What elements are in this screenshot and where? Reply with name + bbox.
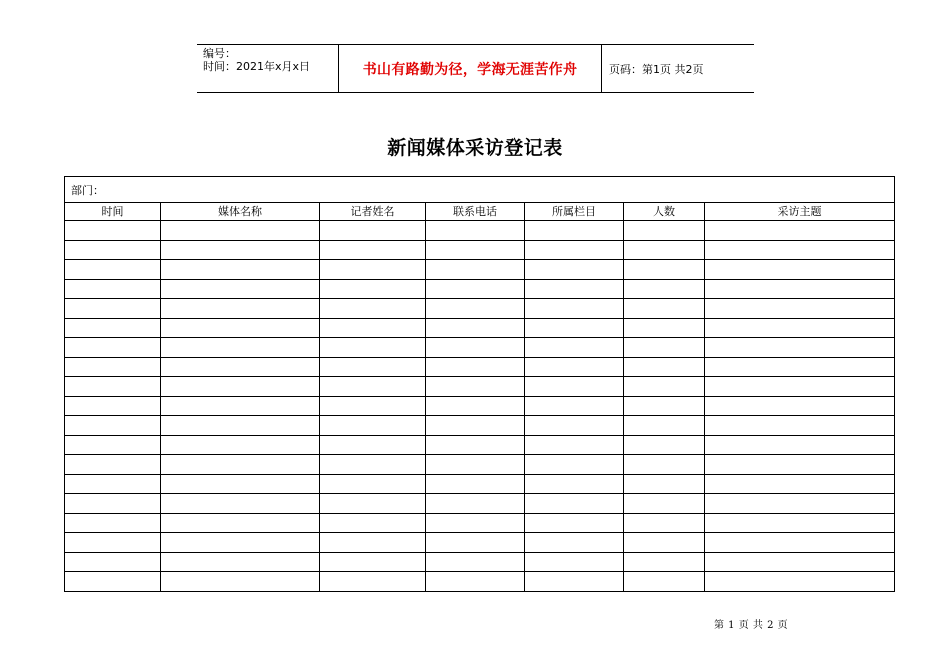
table-cell[interactable] — [65, 357, 161, 377]
table-cell[interactable] — [320, 299, 426, 319]
table-cell[interactable] — [624, 494, 705, 514]
table-cell[interactable] — [624, 318, 705, 338]
table-cell[interactable] — [320, 494, 426, 514]
table-cell[interactable] — [624, 533, 705, 553]
table-cell[interactable] — [525, 435, 624, 455]
table-cell[interactable] — [705, 455, 895, 475]
table-cell[interactable] — [525, 416, 624, 436]
table-cell[interactable] — [705, 279, 895, 299]
table-cell[interactable] — [624, 572, 705, 592]
table-row — [65, 494, 895, 514]
table-cell[interactable] — [320, 357, 426, 377]
table-cell[interactable] — [426, 552, 525, 572]
table-cell[interactable] — [65, 474, 161, 494]
table-cell[interactable] — [320, 455, 426, 475]
table-cell[interactable] — [320, 552, 426, 572]
table-cell[interactable] — [525, 396, 624, 416]
registration-table-container — [64, 176, 894, 592]
table-cell[interactable] — [65, 279, 161, 299]
table-cell[interactable] — [161, 377, 320, 397]
table-cell[interactable] — [525, 221, 624, 241]
table-cell[interactable] — [320, 318, 426, 338]
table-cell[interactable] — [705, 494, 895, 514]
table-cell[interactable] — [624, 416, 705, 436]
table-cell[interactable] — [320, 416, 426, 436]
table-cell[interactable] — [705, 260, 895, 280]
table-cell[interactable] — [161, 435, 320, 455]
table-row — [65, 396, 895, 416]
table-cell[interactable] — [426, 279, 525, 299]
table-cell[interactable] — [624, 552, 705, 572]
column-header-headcount: 人数 — [624, 203, 705, 221]
table-cell[interactable] — [525, 299, 624, 319]
table-cell[interactable] — [426, 435, 525, 455]
table-cell[interactable] — [320, 279, 426, 299]
table-cell[interactable] — [65, 260, 161, 280]
table-row — [65, 416, 895, 436]
table-cell[interactable] — [426, 533, 525, 553]
table-cell[interactable] — [65, 318, 161, 338]
table-cell[interactable] — [161, 279, 320, 299]
table-cell[interactable] — [624, 260, 705, 280]
table-row — [65, 513, 895, 533]
table-cell[interactable] — [705, 221, 895, 241]
registration-table — [64, 176, 895, 592]
table-cell[interactable] — [525, 260, 624, 280]
table-cell[interactable] — [705, 513, 895, 533]
table-cell[interactable] — [525, 279, 624, 299]
table-cell[interactable] — [705, 299, 895, 319]
header-page-code: 页码：第1页 共2页 — [609, 62, 704, 76]
table-cell[interactable] — [161, 221, 320, 241]
table-cell[interactable] — [525, 455, 624, 475]
table-row — [65, 318, 895, 338]
table-cell[interactable] — [65, 533, 161, 553]
table-cell[interactable] — [426, 474, 525, 494]
table-cell[interactable] — [705, 572, 895, 592]
column-header-row — [65, 203, 895, 221]
table-cell[interactable] — [426, 513, 525, 533]
table-cell[interactable] — [426, 455, 525, 475]
table-cell[interactable] — [320, 338, 426, 358]
table-cell[interactable] — [624, 357, 705, 377]
table-cell[interactable] — [426, 338, 525, 358]
table-cell[interactable] — [65, 572, 161, 592]
table-cell[interactable] — [65, 221, 161, 241]
date-line: 时间：2021年x月x日 — [203, 60, 311, 73]
table-cell[interactable] — [161, 572, 320, 592]
table-cell[interactable] — [320, 513, 426, 533]
table-cell[interactable] — [426, 494, 525, 514]
table-row — [65, 338, 895, 358]
table-cell[interactable] — [161, 474, 320, 494]
table-cell[interactable] — [65, 396, 161, 416]
table-cell[interactable] — [525, 572, 624, 592]
table-cell[interactable] — [624, 221, 705, 241]
table-cell[interactable] — [161, 455, 320, 475]
table-row — [65, 279, 895, 299]
table-cell[interactable] — [426, 377, 525, 397]
table-cell[interactable] — [525, 474, 624, 494]
table-cell[interactable] — [161, 318, 320, 338]
table-cell[interactable] — [65, 240, 161, 260]
table-cell[interactable] — [705, 377, 895, 397]
table-cell[interactable] — [161, 260, 320, 280]
table-cell[interactable] — [426, 572, 525, 592]
table-cell[interactable] — [624, 240, 705, 260]
table-cell[interactable] — [320, 240, 426, 260]
table-cell[interactable] — [705, 416, 895, 436]
table-row — [65, 533, 895, 553]
department-row — [65, 177, 895, 203]
table-cell[interactable] — [624, 299, 705, 319]
table-row — [65, 240, 895, 260]
table-cell[interactable] — [161, 513, 320, 533]
table-cell[interactable] — [624, 474, 705, 494]
table-cell[interactable] — [161, 416, 320, 436]
table-cell[interactable] — [624, 455, 705, 475]
table-cell[interactable] — [525, 513, 624, 533]
column-header-media-name: 媒体名称 — [161, 203, 320, 221]
table-cell[interactable] — [426, 260, 525, 280]
column-header-time: 时间 — [65, 203, 161, 221]
table-cell[interactable] — [705, 533, 895, 553]
table-cell[interactable] — [65, 513, 161, 533]
table-cell[interactable] — [320, 260, 426, 280]
table-cell[interactable] — [705, 318, 895, 338]
table-cell[interactable] — [426, 396, 525, 416]
table-cell[interactable] — [65, 377, 161, 397]
table-cell[interactable] — [65, 299, 161, 319]
table-cell[interactable] — [624, 279, 705, 299]
table-cell[interactable] — [320, 474, 426, 494]
table-cell[interactable] — [426, 221, 525, 241]
table-row — [65, 377, 895, 397]
table-cell[interactable] — [525, 494, 624, 514]
table-row — [65, 572, 895, 592]
table-cell[interactable] — [161, 396, 320, 416]
table-cell[interactable] — [426, 240, 525, 260]
column-header-reporter-name: 记者姓名 — [320, 203, 426, 221]
table-cell[interactable] — [525, 377, 624, 397]
table-row — [65, 474, 895, 494]
table-cell[interactable] — [705, 357, 895, 377]
table-row — [65, 435, 895, 455]
table-row — [65, 221, 895, 241]
table-cell[interactable] — [426, 357, 525, 377]
table-cell[interactable] — [320, 377, 426, 397]
table-cell[interactable] — [161, 552, 320, 572]
table-cell[interactable] — [65, 494, 161, 514]
table-cell[interactable] — [65, 455, 161, 475]
document-header — [197, 44, 754, 93]
table-cell[interactable] — [624, 396, 705, 416]
number-label: 编号： — [203, 47, 236, 60]
table-cell[interactable] — [705, 396, 895, 416]
table-cell[interactable] — [65, 552, 161, 572]
table-cell[interactable] — [525, 318, 624, 338]
table-cell[interactable] — [161, 533, 320, 553]
table-cell[interactable] — [705, 552, 895, 572]
table-cell[interactable] — [65, 435, 161, 455]
table-cell[interactable] — [426, 299, 525, 319]
table-cell[interactable] — [705, 240, 895, 260]
table-cell[interactable] — [705, 474, 895, 494]
table-row — [65, 357, 895, 377]
table-cell[interactable] — [525, 338, 624, 358]
table-cell[interactable] — [705, 435, 895, 455]
table-cell[interactable] — [320, 533, 426, 553]
header-motto: 书山有路勤为径，学海无涯苦作舟 — [362, 61, 578, 78]
table-cell[interactable] — [624, 338, 705, 358]
page-title: 新闻媒体采访登记表 — [387, 137, 563, 159]
table-cell[interactable] — [624, 377, 705, 397]
table-row — [65, 455, 895, 475]
table-row — [65, 552, 895, 572]
column-header-interview-topic: 采访主题 — [705, 203, 895, 221]
table-cell[interactable] — [426, 318, 525, 338]
table-cell[interactable] — [161, 357, 320, 377]
table-cell[interactable] — [705, 338, 895, 358]
table-cell[interactable] — [426, 416, 525, 436]
table-cell[interactable] — [525, 240, 624, 260]
table-cell[interactable] — [161, 299, 320, 319]
table-cell[interactable] — [624, 513, 705, 533]
header-divider — [601, 45, 602, 92]
table-cell[interactable] — [65, 416, 161, 436]
table-cell[interactable] — [320, 435, 426, 455]
table-cell[interactable] — [161, 338, 320, 358]
footer-page-number: 第 1 页 共 2 页 — [714, 620, 789, 631]
table-row — [65, 299, 895, 319]
table-cell[interactable] — [320, 221, 426, 241]
table-cell[interactable] — [161, 240, 320, 260]
column-header-phone: 联系电话 — [426, 203, 525, 221]
table-cell[interactable] — [65, 338, 161, 358]
column-header-section: 所属栏目 — [525, 203, 624, 221]
table-cell[interactable] — [525, 552, 624, 572]
department-label: 部门： — [65, 177, 895, 203]
table-cell[interactable] — [525, 357, 624, 377]
table-cell[interactable] — [624, 435, 705, 455]
table-row — [65, 260, 895, 280]
table-cell[interactable] — [320, 572, 426, 592]
table-cell[interactable] — [161, 494, 320, 514]
header-meta — [203, 45, 337, 92]
table-cell[interactable] — [320, 396, 426, 416]
table-cell[interactable] — [525, 533, 624, 553]
